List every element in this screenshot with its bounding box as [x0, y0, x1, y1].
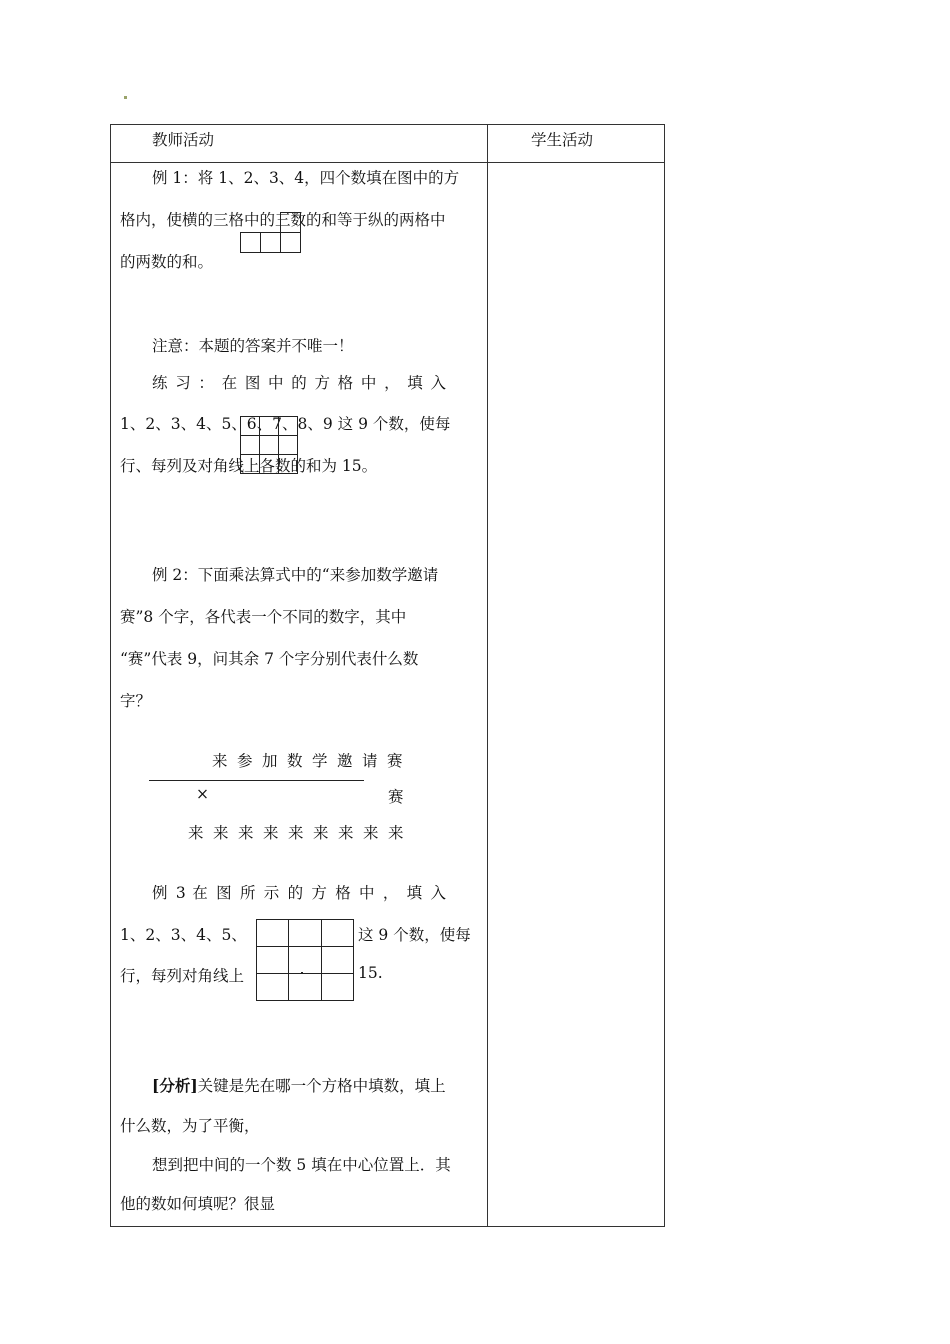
example1-line-2: 格内，使横的三格中的三数的和等于纵的两格中	[120, 211, 446, 229]
example1-line-1: 例 1：将 1、2、3、4，四个数填在图中的方	[152, 169, 460, 187]
multiplication-bar	[149, 780, 364, 781]
lesson-table	[110, 124, 665, 1227]
example1-note: 注意：本题的答案并不唯一！	[152, 337, 354, 355]
example3-line-2b: 这 9 个数，使每	[358, 926, 471, 944]
example2-line-2: 赛”8 个字，各代表一个不同的数字，其中	[120, 608, 407, 626]
example2-line-1: 例 2：下面乘法算式中的“来参加数学邀请	[152, 566, 439, 584]
example1-line-3: 的两数的和。	[120, 253, 214, 271]
multiplicand: 来参加数学邀请赛	[212, 752, 413, 770]
header-teacher-activity: 教师活动	[152, 131, 215, 149]
practice-3x3-grid	[240, 416, 298, 474]
example3-line-3b: 15.	[358, 964, 383, 982]
grid-center-dot	[301, 972, 303, 974]
example3-line-1: 例 3 在 图 所 示 的 方 格 中 ， 填 入	[152, 884, 446, 902]
example1-t-grid	[240, 212, 301, 253]
example3-line-2a: 1、2、3、4、5、	[120, 926, 247, 944]
example2-line-4: 字？	[120, 692, 152, 710]
column-divider	[487, 124, 488, 1227]
example3-3x3-grid	[256, 919, 354, 1001]
analysis-line-2: 什么数，为了平衡，	[120, 1117, 260, 1135]
practice-line-2: 1、2、3、4、5、6、7、8、9 这 9 个数，使每	[120, 415, 451, 433]
header-student-activity: 学生活动	[531, 131, 594, 149]
example3-line-3a: 行，每列对角线上	[120, 967, 245, 985]
example2-line-3: “赛”代表 9，问其余 7 个字分别代表什么数	[120, 650, 419, 668]
analysis-line-4: 他的数如何填呢？很显	[120, 1195, 276, 1213]
practice-line-3: 行、每列及对角线上各数的和为 15。	[120, 457, 378, 475]
times-sign: ×	[196, 785, 219, 803]
analysis-text-1: 关键是先在哪一个方格中填数，填上	[197, 1077, 446, 1095]
corner-mark	[124, 96, 127, 99]
multiplier: 赛	[388, 788, 414, 806]
practice-line-1: 练 习 ： 在 图 中 的 方 格 中 ， 填 入	[152, 374, 446, 392]
analysis-line-1	[120, 1074, 478, 1096]
header-divider	[110, 162, 665, 163]
analysis-label: [分析]	[152, 1076, 198, 1095]
analysis-line-3: 想到把中间的一个数 5 填在中心位置上．其	[152, 1156, 451, 1174]
product: 来来来来来来来来来	[188, 824, 414, 842]
